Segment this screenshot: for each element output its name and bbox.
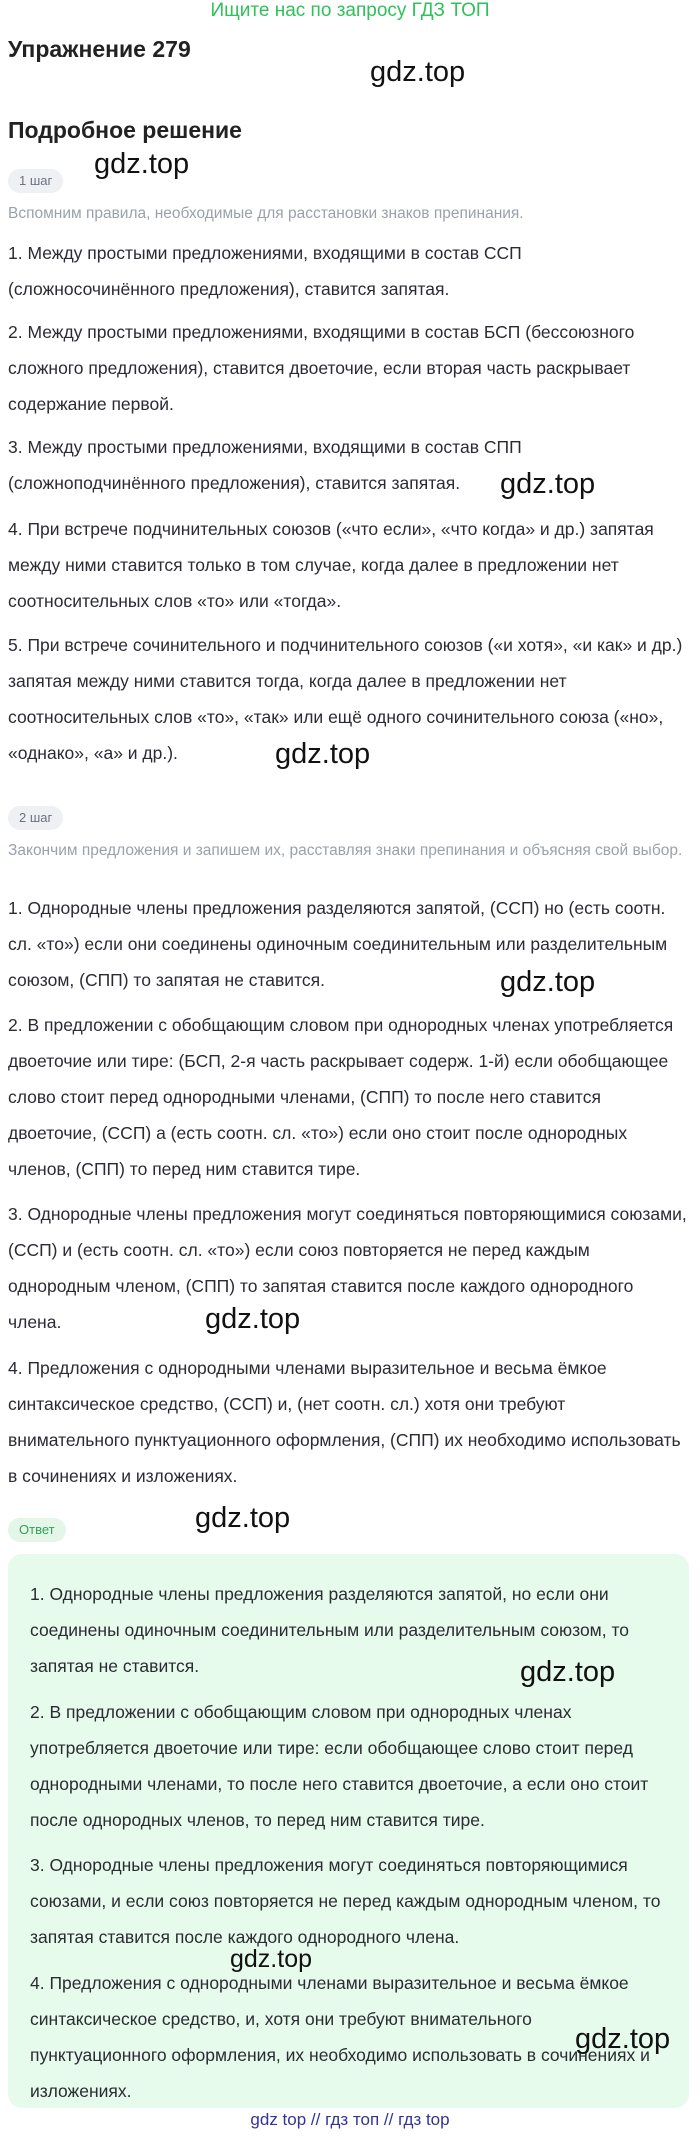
footer-links[interactable]: gdz top // гдз топ // гдз top: [250, 2110, 450, 2129]
rule-item: 3. Между простыми предложениями, входящими в состав СПП (сложноподчинённого предложения), ставится запятая.: [8, 437, 522, 493]
top-banner[interactable]: Ищите нас по запросу ГДЗ ТОП: [210, 0, 490, 21]
step-2-note: Закончим предложения и запишем их, расставляя знаки препинания и объясняя свой выбор.: [8, 842, 683, 859]
watermark: gdz.top: [500, 966, 596, 998]
watermark: gdz.top: [230, 1945, 313, 1973]
rule-item: 2. Между простыми предложениями, входящими в состав БСП (бессоюзного сложного предложения), ставится двоеточие, если вторая часть раскрывает содержание первой.: [8, 322, 635, 414]
watermark: gdz.top: [575, 2023, 671, 2055]
answer-draft-item: 2. В предложении с обобщающим словом при однородных членах употребляется двоеточие или тире: (БСП, 2-я часть раскрывает содерж. 1-й) если обобщающее слово стоит перед однородными членами, (СПП) то после него ставится двоеточие, (ССП) а (есть соотн. сл. «то») если оно стоит после однородных членов, (СПП) то перед ним ставится тире.: [8, 1015, 674, 1179]
watermark: gdz.top: [500, 468, 596, 500]
step-2-badge: [8, 806, 63, 830]
step-1-badge-label: 1 шаг: [8, 169, 63, 193]
watermark: gdz.top: [520, 1656, 616, 1688]
rule-item: 1. Между простыми предложениями, входящими в состав ССП (сложносочинённого предложения), ставится запятая.: [8, 243, 522, 299]
rule-item: 5. При встрече сочинительного и подчинительного союзов («и хотя», «и как» и др.) запятая между ними ставится тогда, когда далее в предложении нет соотносительных слов «то», «так» или ещё одного сочинительного союза («но», «однако», «а» и др.).: [8, 635, 683, 763]
answer-draft-item: 4. Предложения с однородными членами выразительное и весьма ёмкое синтаксическое средство, (ССП) и, (нет соотн. сл.) хотя они требуют внимательного пунктуационного оформления, (СПП) их необходимо использовать в сочинениях и изложениях.: [8, 1358, 681, 1486]
answer-item: 3. Однородные члены предложения могут соединяться повторяющимися союзами, и если союз повторяется не перед каждым однородным членом, то запятая ставится после каждого однородного члена.: [30, 1855, 661, 1947]
answer-item: 1. Однородные члены предложения разделяются запятой, но если они соединены одиночным соединительным или разделительным союзом, то запятая не ставится.: [30, 1584, 629, 1676]
step-1-note: Вспомним правила, необходимые для расстановки знаков препинания.: [8, 205, 524, 222]
answer-item: 4. Предложения с однородными членами выразительное и весьма ёмкое синтаксическое средство, и, хотя они требуют внимательного пунктуационного оформления, их необходимо использовать в сочинениях и изложениях.: [30, 1973, 650, 2101]
step-2-badge-label: 2 шаг: [8, 806, 63, 830]
step-1-badge: [8, 169, 63, 193]
solution-heading: Подробное решение: [8, 117, 242, 143]
answer-badge-label: Ответ: [8, 1518, 66, 1542]
watermark: gdz.top: [205, 1303, 301, 1335]
exercise-title: Упражнение 279: [8, 36, 191, 62]
rule-item: 4. При встрече подчинительных союзов («что если», «что когда» и др.) запятая между ними ставится только в том случае, когда далее в предложении нет соотносительных слов «то» или «тогда».: [8, 519, 654, 611]
watermark: gdz.top: [370, 56, 466, 88]
watermark: gdz.top: [195, 1502, 291, 1534]
answer-item: 2. В предложении с обобщающим словом при однородных членах употребляется двоеточие или тире: если обобщающее слово стоит перед однородными членами, то после него ставится двоеточие, а если оно стоит после однородных членов, то перед ним ставится тире.: [30, 1702, 649, 1830]
answer-draft-item: 3. Однородные члены предложения могут соединяться повторяющимися союзами, (ССП) и (есть соотн. сл. «то») если союз повторяется не перед каждым однородным членом, (СПП) то запятая ставится после каждого однородного члена.: [8, 1204, 687, 1332]
answer-badge: [8, 1518, 66, 1542]
answer-draft-item: 1. Однородные члены предложения разделяются запятой, (ССП) но (есть соотн. сл. «то») если они соединены одиночным соединительным или разделительным союзом, (СПП) то запятая не ставится.: [8, 898, 668, 990]
watermark: gdz.top: [275, 738, 371, 770]
watermark: gdz.top: [94, 148, 190, 180]
